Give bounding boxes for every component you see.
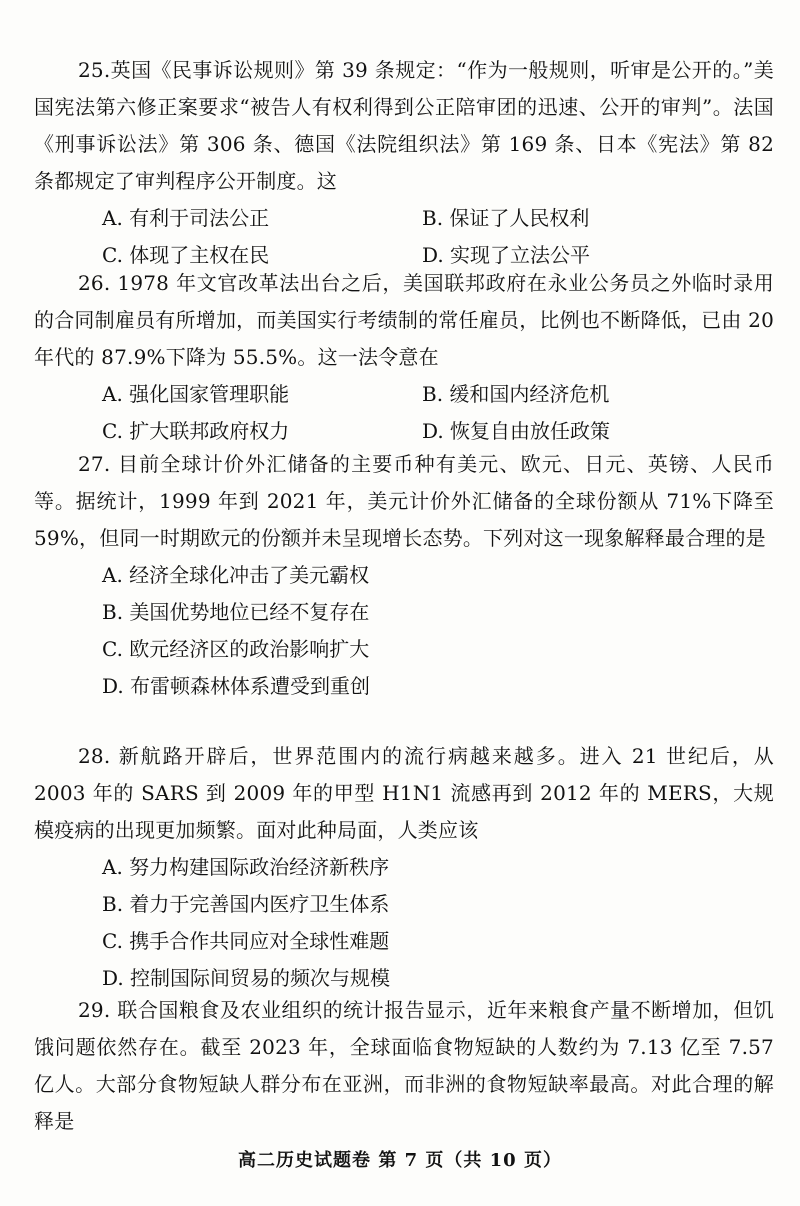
option-d: D. 实现了立法公平 — [422, 243, 591, 267]
question-25 — [34, 52, 774, 274]
options — [102, 849, 774, 997]
option-b: B. 缓和国内经济危机 — [422, 382, 610, 406]
option-c: C. 体现了主权在民 — [102, 243, 270, 267]
option-a: A. 强化国家管理职能 — [102, 382, 290, 406]
question-stem: 28. 新航路开辟后，世界范围内的流行病越来越多。进入 21 世纪后，从 2003 年的 SARS 到 2009 年的甲型 H1N1 流感再到 2012 年的 MERS，大规模疫病的出现更加频繁。面对此种局面，人类应该 — [34, 744, 774, 842]
page-footer: 高二历史试题卷 第 7 页（共 10 页） — [238, 1150, 562, 1171]
question-28 — [34, 738, 774, 997]
option-a: A. 努力构建国际政治经济新秩序 — [102, 855, 390, 879]
option-a: A. 经济全球化冲击了美元霸权 — [102, 563, 370, 587]
option-c: C. 携手合作共同应对全球性难题 — [102, 929, 390, 953]
question-stem: 29. 联合国粮食及农业组织的统计报告显示，近年来粮食产量不断增加，但饥饿问题依然存在。截至 2023 年，全球面临食物短缺的人数约为 7.13 亿至 7.57 亿人。大部分食物短缺人群分布在亚洲，而非洲的食物短缺率最高。对此合理的解释是 — [34, 998, 774, 1133]
question-stem: 26. 1978 年文官改革法出台之后，美国联邦政府在永业公务员之外临时录用的合同制雇员有所增加，而美国实行考绩制的常任雇员，比例也不断降低，已由 20 年代的 87.9%下降为 55.5%。这一法令意在 — [34, 271, 774, 369]
option-b: B. 保证了人民权利 — [422, 206, 590, 230]
question-26 — [34, 265, 774, 450]
options — [102, 557, 774, 705]
option-d: D. 控制国际间贸易的频次与规模 — [102, 966, 391, 990]
options — [102, 200, 774, 274]
option-b: B. 美国优势地位已经不复存在 — [102, 600, 370, 624]
option-d: D. 恢复自由放任政策 — [422, 419, 611, 443]
question-stem: 27. 目前全球计价外汇储备的主要币种有美元、欧元、日元、英镑、人民币等。据统计，1999 年到 2021 年，美元计价外汇储备的全球份额从 71%下降至 59%，但同一时期欧元的份额并未呈现增长态势。下列对这一现象解释最合理的是 — [34, 452, 774, 550]
option-b: B. 着力于完善国内医疗卫生体系 — [102, 892, 390, 916]
option-c: C. 欧元经济区的政治影响扩大 — [102, 637, 370, 661]
question-stem: 25.英国《民事诉讼规则》第 39 条规定：“作为一般规则，听审是公开的。”美国宪法第六修正案要求“被告人有权利得到公正陪审团的迅速、公开的审判”。法国《刑事诉讼法》第 306 条、德国《法院组织法》第 169 条、日本《宪法》第 82 条都规定了审判程序公开制度。这 — [34, 58, 774, 193]
question-29 — [34, 992, 774, 1140]
option-d: D. 布雷顿森林体系遭受到重创 — [102, 674, 371, 698]
question-27 — [34, 446, 774, 705]
option-a: A. 有利于司法公正 — [102, 206, 270, 230]
options — [102, 376, 774, 450]
option-c: C. 扩大联邦政府权力 — [102, 419, 290, 443]
